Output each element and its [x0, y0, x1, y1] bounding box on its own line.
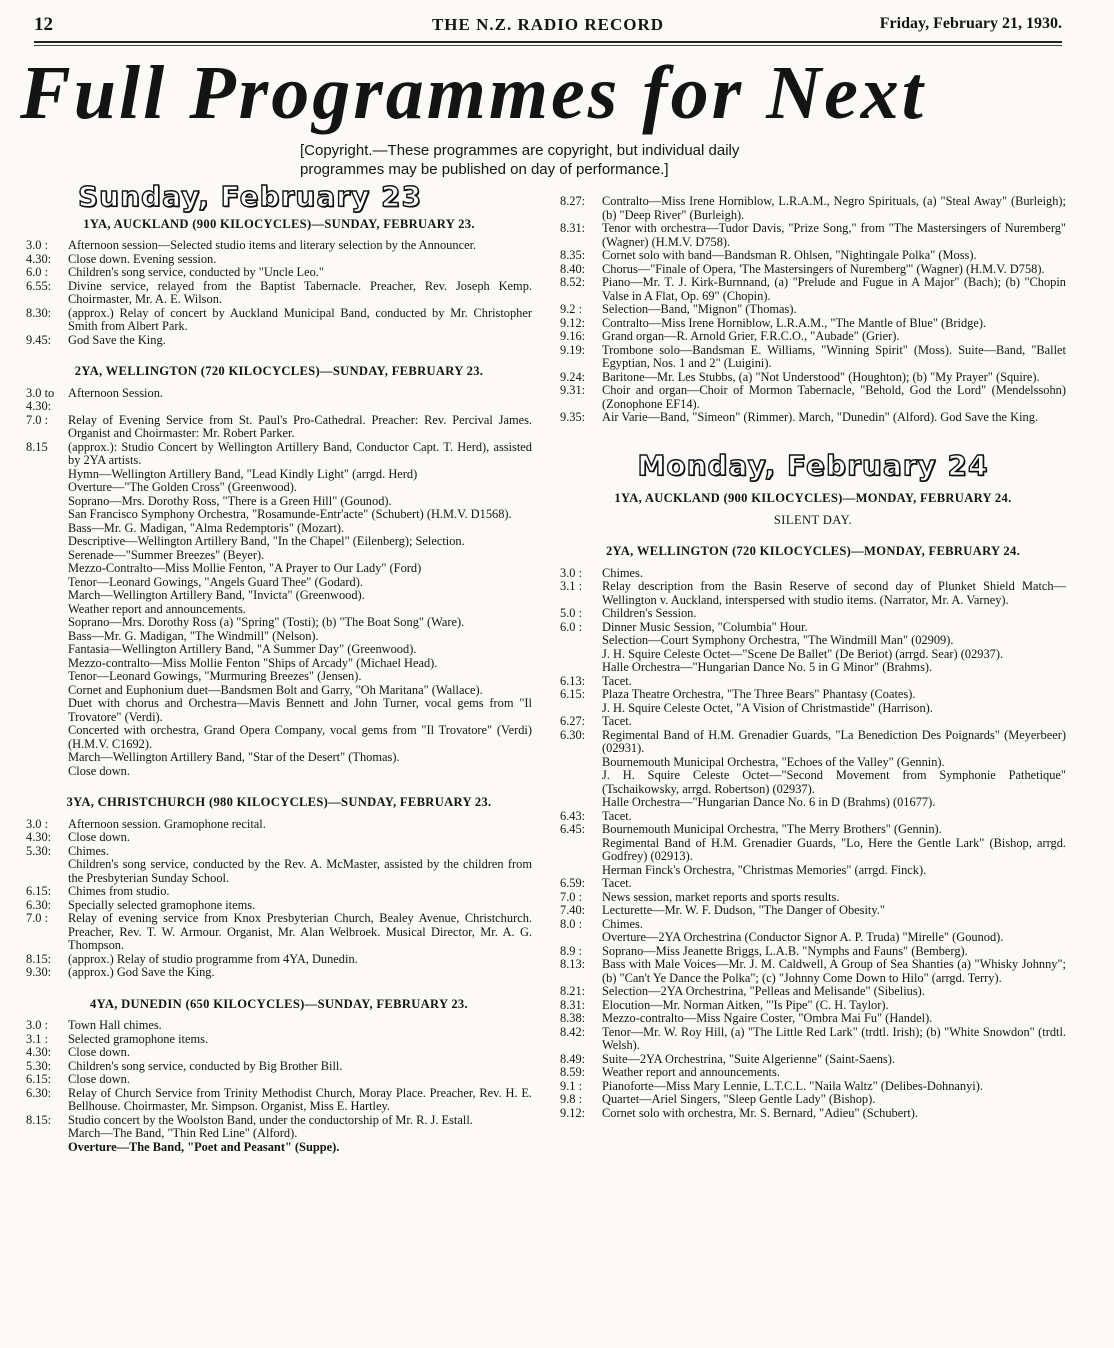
programme-entry — [26, 845, 532, 859]
entry-time: 9.12: — [560, 315, 586, 330]
entry-time — [560, 931, 602, 945]
entry-text: Weather report and announcements. — [602, 1065, 780, 1079]
entry-text: (approx.) Relay of concert by Auckland Municipal Band, conducted by Mr. Christopher Smith from Albert Park. — [68, 305, 532, 333]
programme-item: Bass—Mr. G. Madigan, "The Windmill" (Nelson). — [68, 628, 319, 643]
entry-text: Relay of Church Service from Trinity Methodist Church, Moray Place. Preacher, Rev. H. E. Bellhouse. Choirmaster, Mr. Simpson. Organist, Miss E. Hartley. — [68, 1085, 532, 1113]
entry-time: 8.35: — [560, 248, 586, 262]
programme-entry — [560, 999, 1066, 1013]
programme-item: Tenor—Leonard Gowings, "Murmuring Breezes" (Jensen). — [68, 669, 362, 683]
entry-time: 6.15: — [560, 687, 586, 701]
entry-text: Children's song service, conducted by "Uncle Leo." — [68, 265, 324, 279]
entry-text: Divine service, relayed from the Baptist Tabernacle. Preacher, Rev. Joseph Kemp. Choirmaster, Mr. A. E. Wilson. — [68, 278, 532, 306]
programme-entry — [560, 276, 1066, 303]
entry-time — [560, 864, 602, 878]
station-heading-1ya-sunday: 1YA, AUCKLAND (900 KILOCYCLES)—SUNDAY, FEBRUARY 23. — [83, 216, 475, 231]
entry-time: 6.59: — [560, 876, 586, 890]
entry-time: 9.1 : — [560, 1078, 583, 1093]
programme-entry — [26, 912, 532, 953]
programme-entry — [26, 239, 532, 253]
programme-entry — [560, 222, 1066, 249]
programme-entry — [26, 899, 532, 913]
programme-entry — [560, 837, 1066, 864]
programme-1ya-sunday — [26, 239, 532, 347]
programme-entry — [26, 1114, 532, 1128]
entry-time: 9.16: — [560, 329, 586, 343]
programme-entry — [560, 931, 1066, 945]
programme-entry — [560, 1093, 1066, 1107]
programme-entry — [560, 648, 1066, 662]
programme-entry — [560, 769, 1066, 796]
programme-item: Overture—The Band, "Poet and Peasant" (Suppe). — [68, 1139, 340, 1154]
entry-text: Contralto—Miss Irene Horniblow, L.R.A.M., Negro Spirituals, (a) "Steal Away" (Burleigh); (b) "Deep River" (Burleigh). — [602, 194, 1066, 222]
programme-entry — [560, 702, 1066, 716]
entry-text: God Save the King. — [68, 332, 166, 347]
programme-entry — [560, 891, 1066, 905]
programme-4ya-sunday-continued — [560, 195, 1066, 425]
sunday-heading: Sunday, February 23 — [78, 180, 423, 213]
entry-text: J. H. Squire Celeste Octet, "A Vision of Christmastide" (Harrison). — [602, 700, 933, 715]
entry-time: 7.0 : — [560, 889, 583, 904]
programme-item: Bass—Mr. G. Madigan, "Alma Redemptoris" (Mozart). — [68, 520, 345, 535]
programme-entry — [560, 796, 1066, 810]
programme-entry — [560, 1080, 1066, 1094]
entry-text: Elocution—Mr. Norman Aitken, "'Is Pipe" (C. H. Taylor). — [602, 997, 889, 1012]
entry-time: 8.30: — [26, 305, 52, 320]
entry-time: 9.30: — [26, 965, 52, 979]
programme-2ya-sunday — [26, 387, 532, 468]
entry-text: Mezzo-contralto—Miss Ngaire Coster, "Ombra Mai Fu" (Handel). — [602, 1011, 933, 1025]
entry-text: Town Hall chimes. — [68, 1018, 162, 1032]
entry-time: 6.45: — [560, 822, 586, 836]
entry-time: 3.0 : — [26, 816, 49, 831]
entry-time — [560, 796, 602, 810]
entry-time: 3.0 to 4.30: — [26, 385, 55, 413]
entry-time: 4.30: — [26, 1045, 52, 1059]
entry-time: 6.55: — [26, 278, 52, 293]
entry-text: Close down. — [68, 830, 130, 844]
entry-text: Pianoforte—Miss Mary Lennie, L.T.C.L. "Naila Waltz" (Delibes-Dohnanyi). — [602, 1078, 983, 1093]
entry-text: Tacet. — [602, 714, 632, 728]
programme-entry — [560, 249, 1066, 263]
programme-2ya-sunday-items — [26, 468, 532, 779]
entry-text: Selected gramophone items. — [68, 1031, 209, 1046]
entry-time: 8.31: — [560, 997, 586, 1012]
entry-text: Children's song service, conducted by the Rev. A. McMaster, assisted by the children from the Presbyterian Sunday School. — [68, 857, 532, 885]
entry-time: 8.49: — [560, 1051, 586, 1066]
programme-entry — [560, 195, 1066, 222]
entry-time: 9.24: — [560, 369, 586, 384]
programme-entry — [560, 263, 1066, 277]
entry-text: Bass with Male Voices—Mr. J. M. Caldwell, A Group of Sea Shanties (a) "Whisky Johnny"; (b) "Can't Ye Dance the Polka"; (c) "Johnny Come Down to Hilo" (arrgd. Terry). — [602, 957, 1066, 985]
programme-entry — [26, 818, 532, 832]
entry-time: 5.0 : — [560, 606, 583, 620]
programme-item: Duet with chorus and Orchestra—Mavis Bennett and John Turner, vocal gems from "Il Trovatore" (Verdi). — [68, 696, 532, 724]
entry-time: 8.38: — [560, 1011, 586, 1025]
entry-text: Tacet. — [602, 876, 632, 890]
programme-item: Descriptive—Wellington Artillery Band, "In the Chapel" (Eilenberg); Selection. — [68, 534, 465, 548]
entry-time: 8.52: — [560, 275, 586, 289]
programme-entry — [560, 864, 1066, 878]
entry-text: Children's Session. — [602, 606, 697, 620]
entry-text: (approx.) Relay of studio programme from 4YA, Dunedin. — [68, 951, 358, 966]
entry-text: Chorus—"Finale of Opera, 'The Mastersingers of Nuremberg'" (Wagner) (H.M.V. D758). — [602, 261, 1045, 276]
entry-text: Chimes. — [602, 565, 643, 580]
programme-entry — [26, 858, 532, 885]
programme-item: Soprano—Mrs. Dorothy Ross, "There is a Green Hill" (Gounod). — [68, 493, 392, 508]
entry-time — [560, 769, 602, 796]
programme-entry — [26, 280, 532, 307]
programme-entry — [560, 580, 1066, 607]
left-column — [26, 180, 532, 1154]
page-header — [34, 14, 1062, 36]
entry-text: Selection—2YA Orchestrina, "Pelleas and Melisande" (Sibelius). — [602, 984, 925, 998]
programme-entry — [26, 966, 532, 980]
entry-time: 5.30: — [26, 1058, 52, 1073]
entry-time: 8.15: — [26, 951, 52, 966]
entry-text: (approx.) God Save the King. — [68, 965, 215, 979]
entry-time: 8.27: — [560, 194, 586, 208]
programme-item: March—The Band, "Thin Red Line" (Alford). — [68, 1126, 298, 1140]
programme-entry — [26, 266, 532, 280]
entry-time: 6.30: — [26, 1085, 52, 1100]
entry-text: Suite—2YA Orchestrina, "Suite Algerienne" (Saint-Saens). — [602, 1051, 895, 1066]
header-rule-thin — [34, 45, 1062, 46]
programme-entry — [560, 384, 1066, 411]
entry-text: Piano—Mr. T. J. Kirk-Burnnand, (a) "Prelude and Fugue in A Major" (Bach); (b) "Chopin Valse in A Flat, Op. 69" (Chopin). — [602, 275, 1066, 303]
programme-item: San Francisco Symphony Orchestra, "Rosamunde-Entr'acte" (Schubert) (H.M.V. D1568). — [68, 507, 512, 521]
entry-text: Cornet solo with orchestra, Mr. S. Bernard, "Adieu" (Schubert). — [602, 1105, 919, 1120]
programme-entry — [560, 918, 1066, 932]
entry-text: Relay of Evening Service from St. Paul's Pro-Cathedral. Preacher: Rev. Percival James. Organist and Choirmaster: Mr. Robert Parker. — [68, 412, 532, 440]
programme-item: Tenor—Leonard Gowings, "Angels Guard Thee" (Godard). — [68, 574, 363, 589]
programme-entry — [560, 1107, 1066, 1121]
entry-text: Selection—Court Symphony Orchestra, "The Windmill Man" (02909). — [602, 633, 954, 647]
entry-text: Chimes. — [602, 916, 643, 931]
programme-entry — [560, 904, 1066, 918]
programme-entry — [560, 567, 1066, 581]
entry-text: Quartet—Ariel Singers, "Sleep Gentle Lady" (Bishop). — [602, 1092, 876, 1106]
entry-time: 7.40: — [560, 903, 586, 917]
entry-time: 8.9 : — [560, 943, 583, 958]
copyright-notice: [Copyright.—These programmes are copyright, but individual daily programmes may be published on day of performance.] — [300, 142, 740, 178]
programme-3ya-sunday — [26, 818, 532, 980]
entry-time: 5.30: — [26, 843, 52, 858]
programme-entry — [26, 387, 532, 414]
programme-item: Overture—"The Golden Cross" (Greenwood). — [68, 480, 297, 494]
entry-text: News session, market reports and sports results. — [602, 889, 840, 904]
entry-time: 6.27: — [560, 714, 586, 728]
programme-entry — [560, 344, 1066, 371]
entry-text: J. H. Squire Celeste Octet—"Scene De Ballet" (De Beriot) (arrgd. Sear) (02937). — [602, 646, 1004, 661]
entry-time — [26, 858, 68, 885]
entry-text: Air Varie—Band, "Simeon" (Rimmer). March, "Dunedin" (Alford). God Save the King. — [602, 410, 1039, 424]
programme-item: March—Wellington Artillery Band, "Invicta" (Greenwood). — [68, 588, 365, 602]
station-heading-2ya-monday: 2YA, WELLINGTON (720 KILOCYCLES)—MONDAY, FEBRUARY 24. — [605, 544, 1021, 558]
programme-2ya-monday — [560, 567, 1066, 1121]
programme-entry — [560, 715, 1066, 729]
entry-time: 9.12: — [560, 1105, 586, 1120]
programme-entry — [26, 1087, 532, 1114]
entry-time: 7.0 : — [26, 911, 49, 925]
entry-time — [560, 756, 602, 770]
entry-text: Trombone solo—Bandsman E. Williams, "Winning Spirit" (Moss). Suite—Band, "Ballet Egyptian, Nos. 1 and 2" (Luigini). — [602, 342, 1066, 370]
entry-time — [560, 702, 602, 716]
entry-text: Grand organ—R. Arnold Grier, F.R.C.O., "Aubade" (Grier). — [602, 329, 900, 343]
entry-text: Chimes from studio. — [68, 884, 170, 898]
station-heading-1ya-monday: 1YA, AUCKLAND (900 KILOCYCLES)—MONDAY, FEBRUARY 24. — [614, 491, 1012, 505]
programme-entry — [26, 1019, 532, 1033]
entry-time: 6.30: — [560, 727, 586, 742]
programme-entry — [26, 1060, 532, 1074]
programme-item: Soprano—Mrs. Dorothy Ross (a) "Spring" (Tosti); (b) "The Boat Song" (Ware). — [68, 615, 465, 629]
entry-time — [560, 634, 602, 648]
entry-time — [560, 648, 602, 662]
programme-entry — [560, 688, 1066, 702]
programme-4ya-sunday-items — [26, 1127, 532, 1154]
entry-text: (approx.): Studio Concert by Wellington Artillery Band, Conductor Capt. T. Herd), assisted by 2YA artists. — [68, 439, 532, 467]
entry-text: Regimental Band of H.M. Grenadier Guards, "La Benediction Des Poignards" (Meyerbeer) (02931). — [602, 727, 1066, 755]
programme-item: Hymn—Wellington Artillery Band, "Lead Kindly Light" (arrgd. Herd) — [68, 466, 418, 481]
entry-text: Soprano—Miss Jeanette Briggs, L.A.B. "Nymphs and Fauns" (Bemberg). — [602, 943, 968, 958]
entry-text: Close down. Evening session. — [68, 251, 217, 266]
entry-text: Choir and organ—Choir of Mormon Tabernacle, "Behold, God the Lord" (Mendelssohn) (Zonophone EF14). — [602, 383, 1066, 411]
entry-text: Afternoon Session. — [68, 385, 163, 400]
entry-text: Close down. — [68, 1045, 130, 1059]
entry-time: 8.0 : — [560, 916, 583, 931]
programme-item: Close down. — [68, 763, 130, 778]
entry-text: Chimes. — [68, 843, 109, 858]
silent-day-note: SILENT DAY. — [773, 512, 853, 527]
entry-text: Halle Orchestra—"Hungarian Dance No. 6 in D (Brahms) (01677). — [602, 795, 936, 809]
programme-item: Cornet and Euphonium duet—Bandsmen Bolt and Garry, "Oh Maritana" (Wallace). — [68, 682, 483, 697]
programme-entry — [26, 334, 532, 348]
entry-time: 8.40: — [560, 261, 586, 276]
programme-entry — [26, 1033, 532, 1047]
programme-item: Mezzo-Contralto—Miss Mollie Fenton, "A Prayer to Our Lady" (Ford) — [68, 561, 422, 575]
entry-time: 3.1 : — [26, 1031, 49, 1046]
programme-entry — [26, 953, 532, 967]
programme-entry — [560, 607, 1066, 621]
entry-text: Tenor—Mr. W. Roy Hill, (a) "The Little Red Lark" (trdtl. Irish); (b) "White Snowdon" (trdtl. Welsh). — [602, 1024, 1066, 1052]
entry-text: Close down. — [68, 1072, 130, 1086]
programme-item: Concerted with orchestra, Grand Opera Company, vocal gems from "Il Trovatore" (Verdi) (H.M.V. C1692). — [68, 723, 532, 751]
programme-entry — [560, 945, 1066, 959]
page-number: 12 — [34, 14, 53, 35]
programme-entry — [560, 877, 1066, 891]
entry-text: Overture—2YA Orchestrina (Conductor Signor A. P. Truda) "Mirelle" (Gounod). — [602, 930, 1004, 944]
programme-item: Weather report and announcements. — [68, 601, 246, 616]
entry-text: Halle Orchestra—"Hungarian Dance No. 5 in G Minor" (Brahms). — [602, 660, 933, 674]
entry-time — [560, 661, 602, 675]
entry-time: 3.0 : — [26, 1018, 49, 1032]
entry-time — [560, 837, 602, 864]
programme-entry — [26, 253, 532, 267]
programme-entry — [560, 1053, 1066, 1067]
entry-time: 8.21: — [560, 984, 586, 998]
entry-time: 8.15: — [26, 1112, 52, 1127]
entry-time: 3.0 : — [26, 238, 49, 252]
programme-entry — [560, 330, 1066, 344]
programme-entry — [26, 831, 532, 845]
entry-text: Afternoon session. Gramophone recital. — [68, 816, 266, 831]
programme-entry — [560, 810, 1066, 824]
entry-text: Tacet. — [602, 673, 632, 688]
right-column — [560, 195, 1066, 1120]
issue-date: Friday, February 21, 1930. — [879, 15, 1062, 32]
programme-item: Mezzo-contralto—Miss Mollie Fenton "Ships of Arcady" (Michael Head). — [68, 655, 438, 670]
entry-time: 6.13: — [560, 673, 586, 688]
programme-entry — [560, 303, 1066, 317]
programme-entry — [560, 1066, 1066, 1080]
programme-entry — [560, 823, 1066, 837]
entry-time: 9.45: — [26, 332, 52, 347]
entry-time: 6.43: — [560, 808, 586, 823]
programme-entry — [26, 441, 532, 468]
entry-text: Plaza Theatre Orchestra, "The Three Bears" Phantasy (Coates). — [602, 687, 916, 701]
programme-item: March—Wellington Artillery Band, "Star of the Desert" (Thomas). — [68, 750, 400, 764]
programme-entry — [560, 1026, 1066, 1053]
entry-time: 9.8 : — [560, 1092, 583, 1106]
entry-text: Tenor with orchestra—Tudor Davis, "Prize Song," from "The Mastersingers of Nuremberg" (Wagner) (H.M.V. D758). — [602, 221, 1066, 249]
programme-entry — [560, 317, 1066, 331]
entry-text: Bournemouth Municipal Orchestra, "Echoes of the Valley" (Gennin). — [602, 754, 945, 769]
entry-time: 9.19: — [560, 342, 586, 357]
entry-text: Baritone—Mr. Les Stubbs, (a) "Not Understood" (Houghton); (b) "My Prayer" (Squire). — [602, 369, 1040, 384]
programme-entry — [560, 634, 1066, 648]
entry-text: Dinner Music Session, "Columbia" Hour. — [602, 619, 808, 634]
programme-item: Serenade—"Summer Breezes" (Beyer). — [68, 547, 265, 562]
station-heading-3ya-sunday: 3YA, CHRISTCHURCH (980 KILOCYCLES)—SUNDAY, FEBRUARY 23. — [66, 795, 492, 809]
entry-time: 6.15: — [26, 1072, 52, 1086]
entry-time: 6.0 : — [26, 265, 49, 279]
header-rule — [34, 41, 1062, 43]
entry-time: 7.0 : — [26, 412, 49, 427]
programme-entry — [560, 371, 1066, 385]
entry-text: Regimental Band of H.M. Grenadier Guards, "Lo, Here the Gentle Lark" (Bishop, arrgd. Godfrey) (02913). — [602, 835, 1066, 863]
programme-entry — [560, 729, 1066, 756]
page-title: Full Programmes for Next — [20, 51, 926, 135]
programme-entry — [26, 414, 532, 441]
programme-entry — [560, 411, 1066, 425]
entry-time: 3.0 : — [560, 565, 583, 580]
entry-time: 6.0 : — [560, 619, 583, 634]
entry-time: 8.15 — [26, 439, 48, 454]
programme-entry — [560, 985, 1066, 999]
entry-time: 9.31: — [560, 383, 586, 397]
programme-entry — [26, 885, 532, 899]
programme-item: Fantasia—Wellington Artillery Band, "A Summer Day" (Greenwood). — [68, 642, 417, 656]
entry-time: 9.2 : — [560, 302, 583, 316]
programme-4ya-sunday — [26, 1019, 532, 1127]
programme-entry — [560, 1012, 1066, 1026]
programme-entry — [560, 756, 1066, 770]
entry-time: 8.13: — [560, 957, 586, 971]
programme-entry — [26, 1046, 532, 1060]
entry-text: Cornet solo with band—Bandsman R. Ohlsen, "Nightingale Polka" (Moss). — [602, 248, 977, 262]
entry-text: Studio concert by the Woolston Band, under the conductorship of Mr. R. J. Estall. — [68, 1112, 473, 1127]
entry-text: Herman Finck's Orchestra, "Christmas Memories" (arrgd. Finck). — [602, 862, 927, 877]
programme-entry — [26, 307, 532, 334]
programme-entry — [560, 958, 1066, 985]
monday-heading: Monday, February 24 — [637, 448, 989, 482]
entry-text: Specially selected gramophone items. — [68, 897, 256, 912]
entry-text: Bournemouth Municipal Orchestra, "The Merry Brothers" (Gennin). — [602, 822, 942, 836]
entry-time: 6.15: — [26, 884, 52, 898]
entry-text: Contralto—Miss Irene Horniblow, L.R.A.M., "The Mantle of Blue" (Bridge). — [602, 315, 987, 330]
entry-time: 9.35: — [560, 410, 586, 424]
programme-entry — [560, 675, 1066, 689]
entry-time: 8.31: — [560, 221, 586, 235]
entry-text: Afternoon session—Selected studio items and literary selection by the Announcer. — [68, 238, 477, 252]
entry-text: J. H. Squire Celeste Octet—"Second Movement from Symphonie Pathetique" (Tschaikowsky, arrgd. Robertson) (02937). — [602, 768, 1066, 796]
entry-text: Relay of evening service from Knox Presbyterian Church, Bealey Avenue, Christchurch. Preacher, Rev. T. W. Armour. Organist, Mr. Alan Welbroek. Musical Director, Mr. A. G. Thompson. — [68, 911, 532, 952]
programme-entry — [26, 1073, 532, 1087]
entry-time: 4.30: — [26, 830, 52, 844]
entry-time: 8.42: — [560, 1024, 586, 1039]
entry-text: Tacet. — [602, 808, 632, 823]
entry-time: 3.1 : — [560, 579, 583, 593]
entry-time: 6.30: — [26, 897, 52, 912]
entry-text: Selection—Band, "Mignon" (Thomas). — [602, 302, 797, 316]
station-heading-2ya-sunday: 2YA, WELLINGTON (720 KILOCYCLES)—SUNDAY, FEBRUARY 23. — [74, 364, 484, 378]
entry-text: Children's song service, conducted by Big Brother Bill. — [68, 1058, 343, 1073]
entry-time: 4.30: — [26, 251, 52, 266]
entry-text: Lecturette—Mr. W. F. Dudson, "The Danger of Obesity." — [602, 903, 885, 917]
entry-text: Relay description from the Basin Reserve of second day of Plunket Shield Match—Wellington v. Auckland, interspersed with studio items. (Narrator, Mr. A. Varney). — [602, 579, 1066, 607]
station-heading-4ya-sunday: 4YA, DUNEDIN (650 KILOCYCLES)—SUNDAY, FEBRUARY 23. — [90, 996, 468, 1011]
entry-time: 8.59: — [560, 1065, 586, 1079]
programme-entry — [560, 661, 1066, 675]
masthead: THE N.Z. RADIO RECORD — [431, 15, 665, 34]
programme-entry — [560, 621, 1066, 635]
